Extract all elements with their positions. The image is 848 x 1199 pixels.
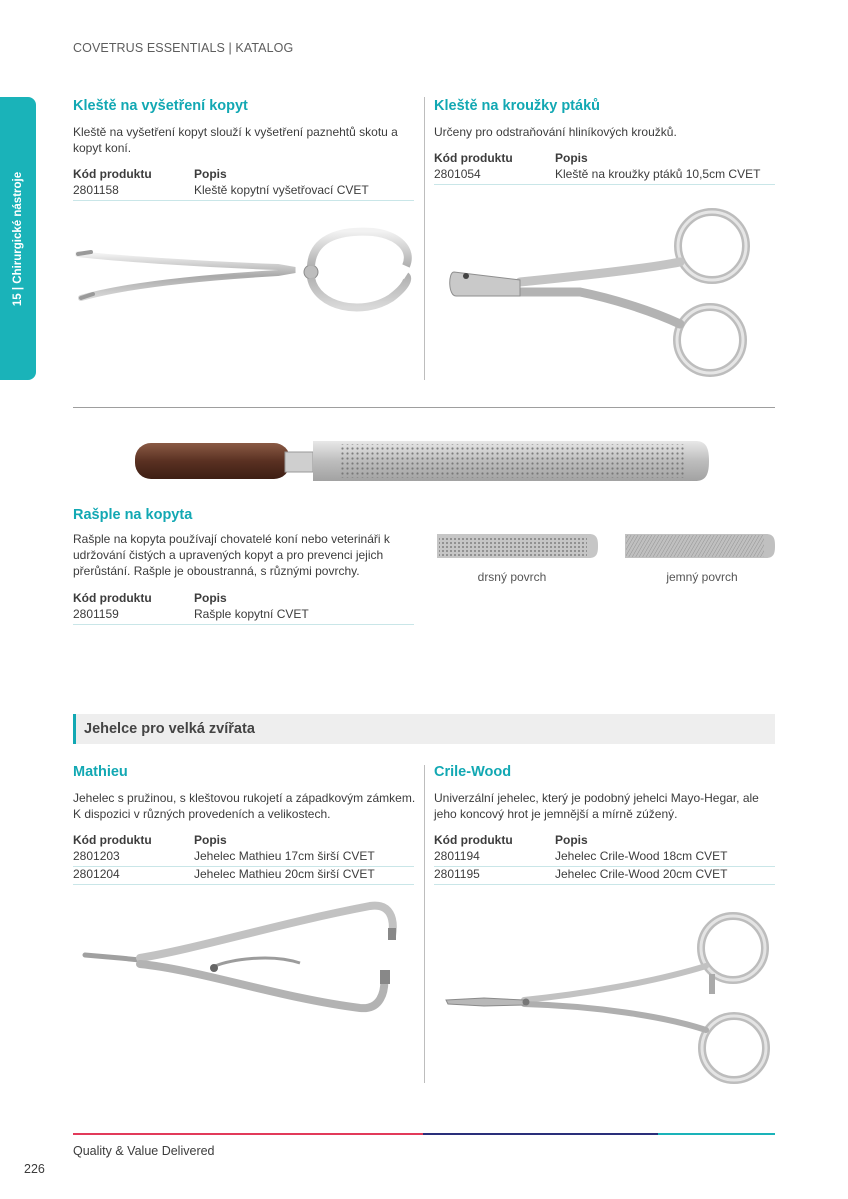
hoof-tester-image bbox=[73, 226, 418, 316]
product-desc-bird-ring-pliers: Určeny pro odstraňování hliníkových kroužků. bbox=[434, 125, 677, 139]
product-desc-mathieu: Jehelec s pružinou, s kleštovou rukojetí a západkovým zámkem. K dispozici v různých provedeních a velikostech. bbox=[73, 791, 416, 821]
catalog-header: COVETRUS ESSENTIALS | KATALOG bbox=[73, 41, 294, 55]
table-header bbox=[73, 833, 414, 849]
table-header bbox=[434, 833, 775, 849]
product-name: Kleště na kroužky ptáků 10,5cm CVET bbox=[555, 167, 761, 181]
section-title: Jehelce pro velká zvířata bbox=[84, 721, 255, 737]
product-code: 2801194 bbox=[434, 849, 480, 863]
col-desc-header: Popis bbox=[194, 167, 227, 181]
product-name: Jehelec Crile-Wood 18cm CVET bbox=[555, 849, 728, 863]
product-desc-crile-wood: Univerzální jehelec, který je podobný jehelci Mayo-Hegar, ale jeho koncový hrot je jemnější a mírně zúžený. bbox=[434, 791, 759, 821]
section-heading-bar bbox=[73, 714, 775, 744]
table-row bbox=[73, 183, 414, 201]
footer-color-line bbox=[73, 1133, 775, 1135]
product-code: 2801159 bbox=[73, 607, 119, 621]
product-title-hoof-tester: Kleště na vyšetření kopyt bbox=[73, 98, 248, 114]
column-divider bbox=[424, 97, 425, 380]
section-rule bbox=[73, 407, 775, 408]
crile-wood-needle-holder-image bbox=[444, 912, 774, 1087]
column-divider bbox=[424, 765, 425, 1083]
col-code-header: Kód produktu bbox=[73, 591, 152, 605]
col-code-header: Kód produktu bbox=[73, 167, 152, 181]
fine-surface-caption: jemný povrch bbox=[666, 570, 738, 584]
product-name: Rašple kopytní CVET bbox=[194, 607, 309, 621]
col-desc-header: Popis bbox=[555, 151, 588, 165]
section-accent bbox=[73, 714, 76, 744]
product-title-crile-wood: Crile-Wood bbox=[434, 764, 512, 780]
product-code: 2801203 bbox=[73, 849, 120, 863]
product-table-hoof-tester bbox=[73, 167, 414, 201]
product-table-mathieu bbox=[73, 833, 414, 885]
product-code: 2801195 bbox=[434, 867, 480, 881]
page-number: 226 bbox=[24, 1162, 45, 1176]
col-code-header: Kód produktu bbox=[434, 833, 513, 847]
bird-ring-pliers-image bbox=[440, 200, 780, 385]
table-header bbox=[434, 151, 775, 167]
product-title-hoof-rasp: Rašple na kopyta bbox=[73, 507, 193, 523]
product-title-bird-ring-pliers: Kleště na kroužky ptáků bbox=[434, 98, 600, 114]
product-code: 2801204 bbox=[73, 867, 120, 881]
product-table-bird-ring-pliers bbox=[434, 151, 775, 185]
product-name: Jehelec Mathieu 20cm širší CVET bbox=[194, 867, 375, 881]
product-name: Kleště kopytní vyšetřovací CVET bbox=[194, 183, 369, 197]
product-code: 2801054 bbox=[434, 167, 481, 181]
product-name: Jehelec Crile-Wood 20cm CVET bbox=[555, 867, 728, 881]
product-desc-hoof-rasp: Rašple na kopyta používají chovatelé koní nebo veterináři k udržování čistých a upravených kopyt a pro prevenci jejich přerůstání. Rašple je oboustranná, s různými povrchy. bbox=[73, 532, 390, 578]
product-title-mathieu: Mathieu bbox=[73, 764, 128, 780]
table-row bbox=[73, 849, 414, 867]
table-header bbox=[73, 591, 414, 607]
chapter-tab bbox=[0, 97, 36, 380]
chapter-tab-label: 15 | Chirurgické nástroje bbox=[12, 171, 24, 306]
product-table-crile-wood bbox=[434, 833, 775, 885]
rough-surface-caption: drsný povrch bbox=[477, 570, 547, 584]
col-desc-header: Popis bbox=[194, 591, 227, 605]
fine-surface-image bbox=[625, 533, 776, 559]
table-row bbox=[434, 849, 775, 867]
table-row bbox=[73, 607, 414, 625]
product-code: 2801158 bbox=[73, 183, 119, 197]
table-row bbox=[73, 867, 414, 885]
rough-surface-image bbox=[437, 533, 599, 559]
col-code-header: Kód produktu bbox=[434, 151, 513, 165]
col-desc-header: Popis bbox=[555, 833, 588, 847]
table-row bbox=[434, 867, 775, 885]
col-code-header: Kód produktu bbox=[73, 833, 152, 847]
footer-tagline: Quality & Value Delivered bbox=[73, 1144, 215, 1158]
mathieu-needle-holder-image bbox=[80, 898, 405, 1023]
table-header bbox=[73, 167, 414, 183]
hoof-rasp-image bbox=[135, 436, 710, 486]
product-table-hoof-rasp bbox=[73, 591, 414, 625]
product-name: Jehelec Mathieu 17cm širší CVET bbox=[194, 849, 375, 863]
product-desc-hoof-tester: Kleště na vyšetření kopyt slouží k vyšetření paznehtů skotu a kopyt koní. bbox=[73, 125, 398, 155]
table-row bbox=[434, 167, 775, 185]
col-desc-header: Popis bbox=[194, 833, 227, 847]
